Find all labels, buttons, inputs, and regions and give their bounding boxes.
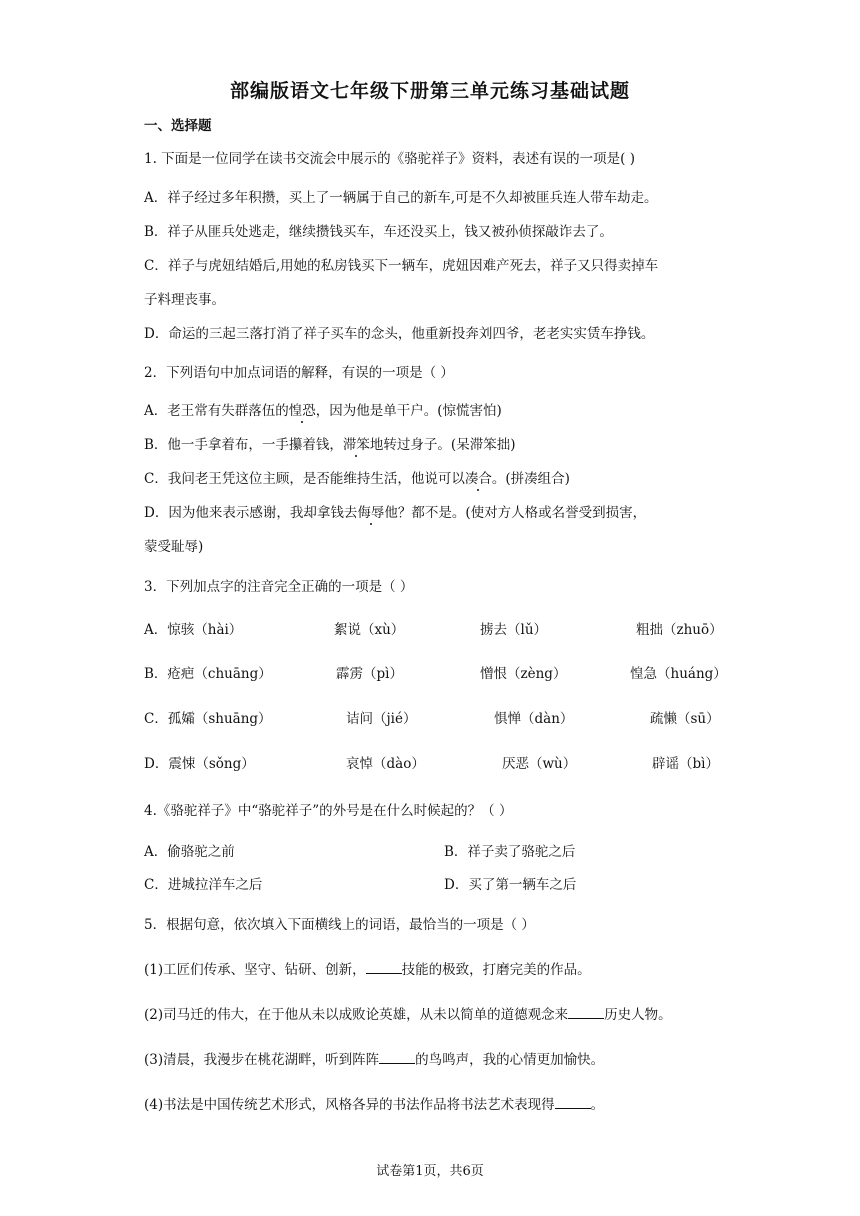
q2-option-b <box>144 433 515 453</box>
q1-option-c-cont: 子料理丧事。 <box>144 292 225 308</box>
page-footer: 试卷第1页，共6页 <box>376 1164 484 1179</box>
q5-s4-blank <box>555 1096 591 1109</box>
q3-d-item3: 厌恶（wù） <box>502 756 577 772</box>
q3-a-item2: 絮说（xù） <box>334 622 405 638</box>
q4-option-d: D．买了第一辆车之后 <box>444 877 577 893</box>
q1-stem: 1. 下面是一位同学在读书交流会中展示的《骆驼祥子》资料，表述有误的一项是( ) <box>144 151 635 167</box>
q3-b-item3: 憎恨（zèng） <box>480 666 567 682</box>
q1-option-a: A．祥子经过多年积攒，买上了一辆属于自己的新车,可是不久却被匪兵连人带车劫走。 <box>144 190 658 206</box>
page-title: 部编版语文七年级下册第三单元练习基础试题 <box>229 80 630 102</box>
q2-b-dotted-word: 滞笨 <box>342 437 370 453</box>
q1-option-d: D．命运的三起三落打消了祥子买车的念头，他重新投奔刘四爷，老老实实赁车挣钱。 <box>144 326 655 342</box>
q5-sentence-2 <box>144 1003 672 1023</box>
q4-option-a: A．偷骆驼之前 <box>144 844 235 860</box>
q5-s3-pre: (3)清晨，我漫步在桃花湖畔，听到阵阵 <box>144 1052 380 1068</box>
q5-sentence-1 <box>144 958 591 978</box>
q2-stem: 2．下列语句中加点词语的解释，有误的一项是（ ） <box>144 365 454 381</box>
q3-c-item1: C．孤孀（shuāng） <box>144 711 272 727</box>
q5-stem: 5．根据句意，依次填入下面横线上的词语，最恰当的一项是（ ） <box>144 917 535 933</box>
q4-option-b: B．祥子卖了骆驼之后 <box>444 844 576 860</box>
q3-b-item1: B．疮疤（chuāng） <box>144 666 272 682</box>
q3-c-item2: 诘问（jié） <box>346 711 417 727</box>
q3-c-item4: 疏懒（sū） <box>650 711 720 727</box>
q5-sentence-4 <box>144 1093 604 1113</box>
q2-a-gloss: ，因为他是单干户。(惊慌害怕) <box>315 403 502 419</box>
q1-option-c: C．祥子与虎妞结婚后,用她的私房钱买下一辆车，虎妞因难产死去，祥子又只得卖掉车 <box>144 258 659 274</box>
q3-a-item1: A．惊骇（hài） <box>144 622 243 638</box>
q3-a-item4: 粗拙（zhuō） <box>636 622 723 638</box>
q5-s4-pre: (4)书法是中国传统艺术形式，风格各异的书法作品将书法艺术表现得 <box>144 1097 555 1113</box>
section-heading: 一、选择题 <box>144 118 212 134</box>
q5-s2-pre: (2)司马迁的伟大，在于他从未以成败论英雄，从未以简单的道德观念来 <box>144 1007 569 1023</box>
q2-c-dotted-word: 凑合 <box>464 471 492 487</box>
q2-c-text: C．我问老王凭这位主顾，是否能维持生活，他说可以 <box>144 471 465 487</box>
q2-option-d-cont: 蒙受耻辱) <box>144 539 204 555</box>
q2-a-text: A．老王常有失群落伍的 <box>144 403 289 419</box>
q3-d-item4: 辟谣（bì） <box>652 756 719 772</box>
q5-s2-post: 历史人物。 <box>604 1007 672 1023</box>
q2-d-text: D．因为他来表示感谢，我却拿钱去 <box>144 505 358 521</box>
q5-s3-post: 的鸟鸣声，我的心情更加愉快。 <box>415 1052 605 1068</box>
q2-b-gloss: 地转过身子。(呆滞笨拙) <box>369 437 516 453</box>
q5-s4-post: 。 <box>590 1097 605 1113</box>
q2-d-dotted-word: 侮辱 <box>357 505 385 521</box>
q3-b-item2: 霹雳（pì） <box>336 666 403 682</box>
q5-s1-blank <box>366 961 402 974</box>
q3-d-item2: 哀悼（dào） <box>346 756 425 772</box>
q3-d-item1: D．震悚（sǒng） <box>144 756 255 772</box>
q2-option-a <box>144 399 502 419</box>
q2-option-c <box>144 467 570 487</box>
q2-option-d <box>144 501 646 521</box>
q4-option-c: C．进城拉洋车之后 <box>144 877 263 893</box>
q1-option-b: B．祥子从匪兵处逃走，继续攒钱买车，车还没买上，钱又被孙侦探敲诈去了。 <box>144 224 613 240</box>
q5-sentence-3 <box>144 1048 604 1068</box>
q3-b-item4: 惶急（huáng） <box>630 666 727 682</box>
q3-stem: 3．下列加点字的注音完全正确的一项是（ ） <box>144 579 414 595</box>
q2-d-gloss: 他？都不是。(使对方人格或名誉受到损害， <box>384 505 647 521</box>
q5-s1-pre: (1)工匠们传承、坚守、钻研、创新， <box>144 962 366 978</box>
q3-a-item3: 掳去（lǔ） <box>480 622 548 638</box>
q3-c-item3: 惧惮（dàn） <box>494 711 574 727</box>
q2-a-dotted-word: 惶恐 <box>288 403 316 419</box>
q2-c-gloss: 。(拼凑组合) <box>491 471 570 487</box>
q5-s3-blank <box>379 1051 415 1064</box>
q2-b-text: B．他一手拿着布，一手攥着钱， <box>144 437 343 453</box>
q5-s2-blank <box>568 1006 604 1019</box>
q5-s1-post: 技能的极致，打磨完美的作品。 <box>401 962 591 978</box>
q4-stem: 4.《骆驼祥子》中“骆驼祥子”的外号是在什么时候起的？（ ） <box>144 803 513 819</box>
